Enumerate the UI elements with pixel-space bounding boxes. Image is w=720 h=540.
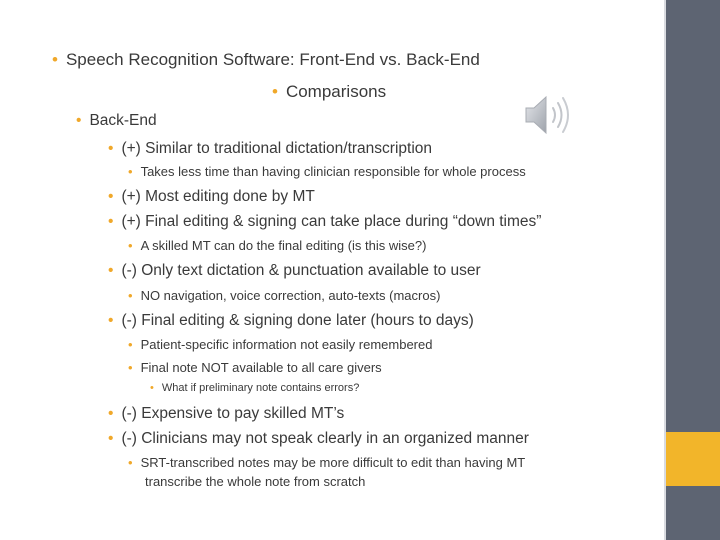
section-heading: • Back-End bbox=[76, 112, 157, 129]
list-item: • A skilled MT can do the final editing (is this wise?) bbox=[128, 238, 427, 253]
list-item: • (-) Only text dictation & punctuation available to user bbox=[108, 262, 481, 279]
slide-subtitle: • Comparisons bbox=[272, 82, 387, 101]
list-item: • (-) Expensive to pay skilled MT’s bbox=[108, 405, 345, 422]
list-item: • (+) Most editing done by MT bbox=[108, 188, 315, 205]
slide-title: • Speech Recognition Software: Front-End vs. Back-End bbox=[52, 50, 480, 69]
list-item: • SRT-transcribed notes may be more difficult to edit than having MT bbox=[128, 455, 526, 470]
list-item-continuation: transcribe the whole note from scratch bbox=[145, 474, 366, 489]
list-item: • (-) Final editing & signing done later (hours to days) bbox=[108, 312, 474, 329]
speaker-icon[interactable] bbox=[522, 92, 572, 138]
list-item: • Final note NOT available to all care givers bbox=[128, 360, 382, 375]
list-item: • (+) Final editing & signing can take place during “down times” bbox=[108, 213, 542, 230]
list-item: • NO navigation, voice correction, auto-texts (macros) bbox=[128, 288, 441, 303]
list-item: • Patient-specific information not easily remembered bbox=[128, 337, 433, 352]
sidebar-accent-block bbox=[666, 432, 720, 486]
list-item: • What if preliminary note contains errors? bbox=[150, 382, 360, 394]
list-item: • Takes less time than having clinician responsible for whole process bbox=[128, 164, 526, 179]
list-item: • (-) Clinicians may not speak clearly in an organized manner bbox=[108, 430, 529, 447]
list-item: • (+) Similar to traditional dictation/transcription bbox=[108, 140, 432, 157]
